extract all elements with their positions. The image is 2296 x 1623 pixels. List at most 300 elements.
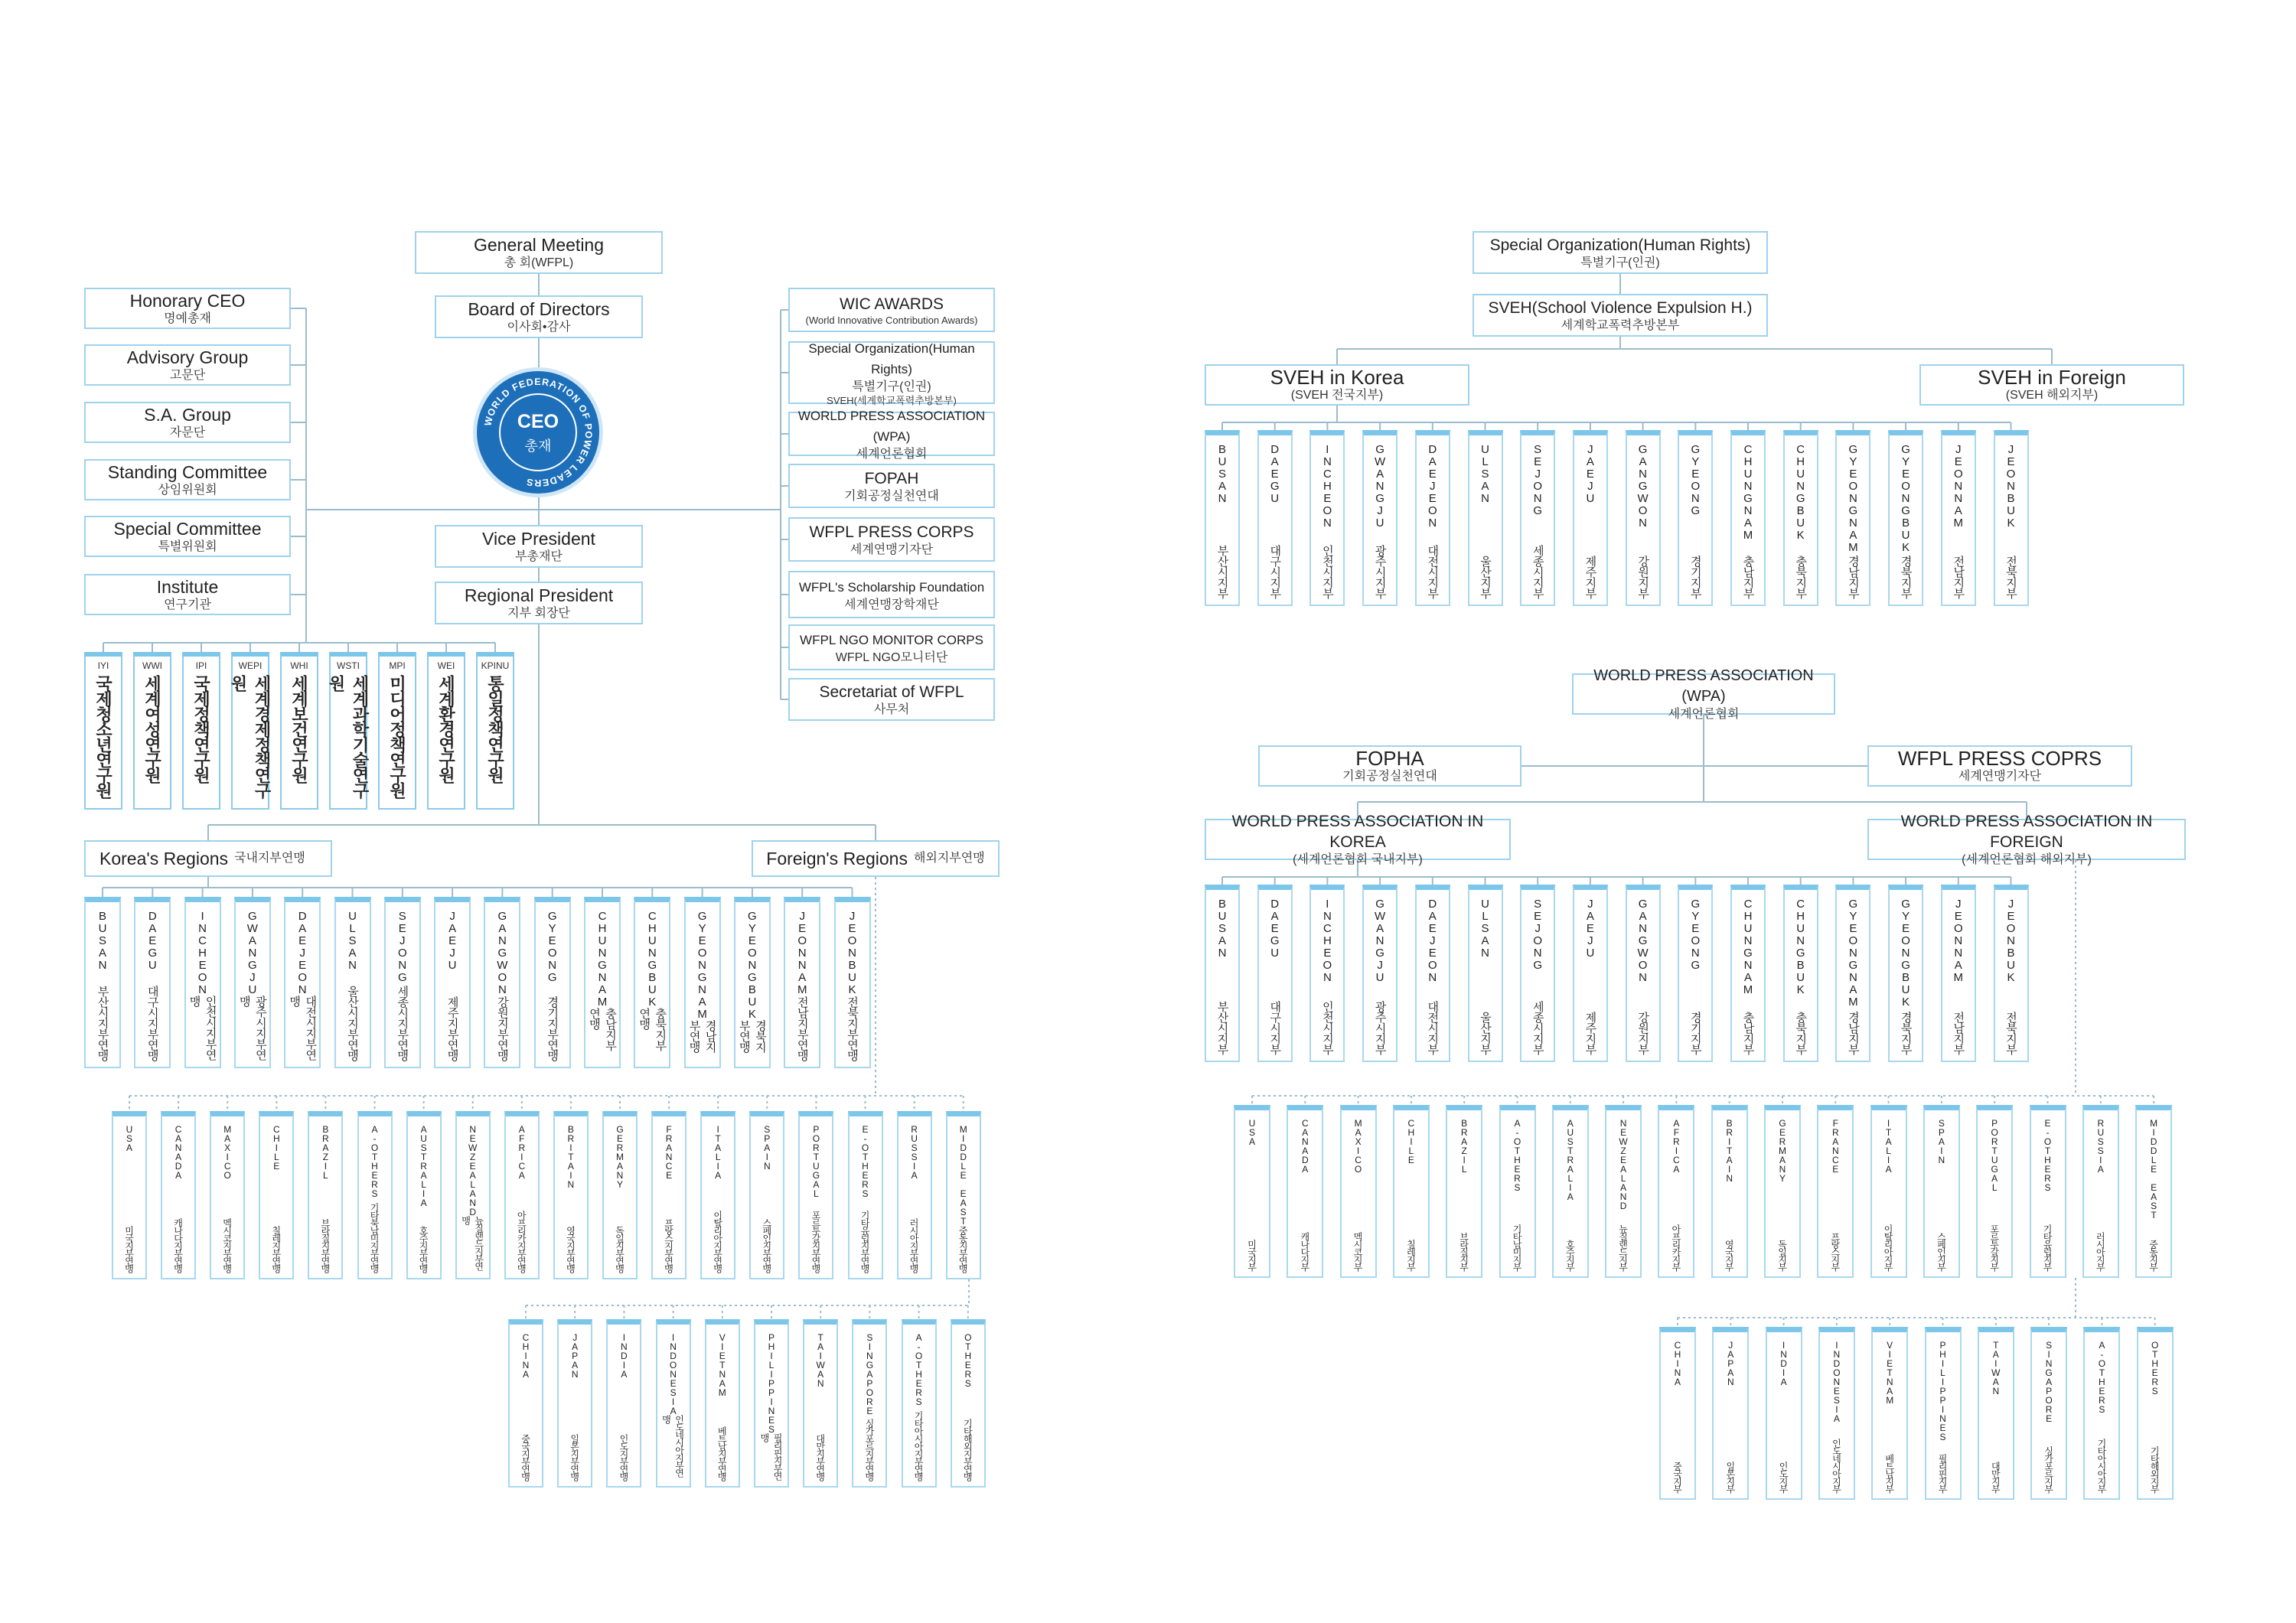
foreign-region-en: SPAIN xyxy=(762,1124,773,1170)
wpa-foreign-region-asia-col xyxy=(2030,1327,2067,1500)
right-box-label: Secretariat of WFPL xyxy=(819,683,964,701)
right-box xyxy=(788,571,995,618)
korea-region-en: JEONNAM xyxy=(795,910,809,996)
institute-name: 미디어정책연구원 xyxy=(387,675,407,797)
wpa-foreign-region-asia-en: JAPAN xyxy=(1725,1340,1737,1386)
right-box-sub: 특별기구(인권) xyxy=(852,380,931,393)
wpa-foreign-region-col xyxy=(2030,1105,2066,1278)
wpa-foreign-region-col xyxy=(1817,1105,1854,1278)
right-box-sub2: SVEH(세계학교폭력추방본부) xyxy=(827,395,957,406)
sveh-region-en: GYEONGNAM xyxy=(1846,443,1860,553)
fopha-label: FOPHA xyxy=(1355,746,1424,770)
institute-col xyxy=(182,652,220,810)
wpa-foreign-region-en: ITALIA xyxy=(1883,1118,1894,1173)
wpa-foreign-region-asia-col xyxy=(1925,1327,1962,1500)
wpa-foreign-region-col xyxy=(1711,1105,1748,1278)
foreign-region-col xyxy=(259,1111,294,1279)
wpa-foreign-region-col xyxy=(2082,1105,2119,1278)
foreign-region-en: BRITAIN xyxy=(565,1124,576,1188)
wpa-foreign-region-col xyxy=(1923,1105,1960,1278)
right-box-sub: WFPL NGO모니터단 xyxy=(835,650,948,664)
korea-region-en: GYEONGNAM xyxy=(696,910,709,1020)
korea-region-ko: 제주지부연맹 xyxy=(445,996,459,1061)
sveh-region-en: JEONBUK xyxy=(2004,443,2017,529)
foreign-region-asia-ko: 베트남지부연맹 xyxy=(716,1426,728,1480)
special-org-sub: 특별기구(인권) xyxy=(1580,256,1660,269)
wpa-region-ko: 전남지부 xyxy=(1952,1012,1965,1054)
foreign-region-en: CANADA xyxy=(173,1124,184,1179)
korea-region-col xyxy=(434,897,471,1068)
right-box-label: FOPAH xyxy=(864,469,919,487)
wpa-region-en: DAEJEON xyxy=(1426,898,1440,983)
foreign-region-ko: 영국지부연맹 xyxy=(565,1226,576,1272)
left-box xyxy=(84,402,291,443)
right-box xyxy=(788,464,995,508)
institute-name: 세계환경연구원 xyxy=(436,675,456,782)
wpa-foreign-region-asia-en: TAIWAN xyxy=(1990,1340,2001,1395)
wpa-foreign-region-asia-ko: 싱가포르지부 xyxy=(2043,1446,2054,1492)
foreign-region-asia-ko: 인도지부연맹 xyxy=(618,1434,629,1480)
wpa-foreign-region-asia-ko: 인도지부 xyxy=(1778,1462,1789,1492)
foreign-region-ko: 이탈리아지부연맹 xyxy=(712,1211,723,1272)
left-box-label: Advisory Group xyxy=(126,347,249,367)
wpa-foreign-region-en: CANADA xyxy=(1300,1118,1311,1173)
foreign-region-asia-en: INDONESIA xyxy=(667,1332,679,1415)
foreign-region-col xyxy=(749,1111,784,1279)
wpa-region-col xyxy=(1309,885,1345,1062)
wpa-region-col xyxy=(1257,885,1293,1062)
wpa-region-en: CHUNGNAM xyxy=(1741,898,1755,996)
wpa-region-col xyxy=(1468,885,1503,1062)
wpa-foreign-region-ko: 이탈리아지부 xyxy=(1883,1224,1894,1270)
korea-region-col xyxy=(334,897,371,1068)
wpa-foreign-region-en: MIDDLE EAST xyxy=(2148,1118,2160,1219)
foreign-region-ko: 중동지부연맹 xyxy=(957,1226,969,1272)
wpa-foreign-region-col xyxy=(1764,1105,1801,1278)
foreign-region-en: USA xyxy=(124,1124,135,1152)
institute-abbr: IYI xyxy=(97,660,109,671)
foreign-region-asia-en: VIETNAM xyxy=(716,1332,728,1396)
wpa-foreign-region-ko: 러시아지부 xyxy=(2095,1232,2106,1270)
left-box-sub: 자문단 xyxy=(169,425,206,439)
right-box-sub: 세계연맹장학재단 xyxy=(844,598,939,611)
foreign-region-ko: 뉴질랜드지부연맹 xyxy=(460,1216,484,1269)
institute-col xyxy=(476,652,514,810)
wpa-foreign-region-asia-col xyxy=(2137,1327,2174,1500)
foreign-region-en: FRANCE xyxy=(664,1124,675,1179)
left-box xyxy=(84,574,291,615)
board-label: Board of Directors xyxy=(468,298,610,319)
institute-name: 세계보건연구원 xyxy=(289,675,309,782)
wpa-foreign-region-en: AUSTRALIA xyxy=(1564,1118,1576,1201)
sveh-region-col xyxy=(1205,430,1240,606)
wpa-region-en: ULSAN xyxy=(1479,898,1492,959)
wpa-foreign-region-en: RUSSIA xyxy=(2095,1118,2106,1173)
sveh-region-col xyxy=(1783,430,1818,606)
wpa-foreign-region-ko: 기타유럽지부 xyxy=(2042,1224,2053,1270)
sveh-foreign-label: SVEH in Foreign xyxy=(1978,365,2126,389)
foreign-region-en: BRAZIL xyxy=(320,1124,331,1179)
foreign-regions-box xyxy=(752,840,1000,877)
sveh-region-ko: 인천시지부 xyxy=(1320,545,1334,598)
korea-region-ko: 세종시지부연맹 xyxy=(396,986,409,1061)
wpa-sub: 세계언론협회 xyxy=(1668,708,1740,721)
right-box xyxy=(788,288,995,332)
wpa-region-ko: 경북지부 xyxy=(1899,1012,1913,1054)
left-box xyxy=(84,516,291,557)
wpa-foreign-region-col xyxy=(1870,1105,1907,1278)
wpa-foreign-region-asia-ko: 기타해외지부 xyxy=(2149,1446,2161,1492)
sveh-region-en: DAEGU xyxy=(1268,443,1282,504)
sveh-region-ko: 울산지부 xyxy=(1479,556,1492,598)
sveh-region-col xyxy=(1941,430,1976,606)
foreign-region-asia-ko: 싱가포르지부연맹 xyxy=(863,1419,875,1480)
wpa-region-ko: 강원지부 xyxy=(1636,1012,1650,1054)
sveh-region-col xyxy=(1309,430,1345,606)
korea-region-ko: 경남지부연맹 xyxy=(687,1020,717,1052)
wpa-foreign-region-asia-ko: 필리핀지부 xyxy=(1937,1454,1948,1492)
right-box-label: Special Organization(Human Rights) xyxy=(808,341,975,376)
korea-region-ko: 울산시지부연맹 xyxy=(346,986,359,1061)
korea-region-ko: 경북지부연맹 xyxy=(737,1020,767,1052)
right-box-sub: 세계언론협회 xyxy=(856,448,928,461)
wpa-foreign-region-asia-ko: 베트남지부 xyxy=(1883,1454,1895,1492)
foreign-region-ko: 칠레지부연맹 xyxy=(270,1226,282,1272)
foreign-region-col xyxy=(798,1111,833,1279)
korea-region-col xyxy=(734,897,771,1068)
korea-region-en: CHUNGBUK xyxy=(645,910,659,1008)
left-box-label: Standing Committee xyxy=(107,461,268,482)
korea-region-en: GYEONGBUK xyxy=(745,910,759,1020)
sveh-region-en: ULSAN xyxy=(1479,443,1492,504)
wpa-region-col xyxy=(1678,885,1713,1062)
sveh-region-col xyxy=(1994,430,2029,606)
institute-col xyxy=(84,652,122,810)
wpa-foreign-region-col xyxy=(2135,1105,2172,1278)
fopha-box xyxy=(1258,745,1521,787)
wpa-foreign-region-ko: 캐나다지부 xyxy=(1299,1232,1310,1270)
korea-region-ko: 광주시지부연맹 xyxy=(237,996,267,1060)
wpa-foreign-region-ko: 브라질지부 xyxy=(1458,1232,1469,1270)
foreign-region-col xyxy=(455,1111,491,1279)
wpa-foreign-region-en: BRAZIL xyxy=(1459,1118,1470,1173)
korea-region-ko: 전남지부연맹 xyxy=(795,996,809,1061)
foreign-region-asia-ko: 기타해외지부연맹 xyxy=(962,1419,974,1480)
institute-col xyxy=(280,652,318,810)
foreign-region-ko: 포르투갈지부연맹 xyxy=(810,1211,821,1272)
institute-name: 세계여성연구원 xyxy=(142,675,162,782)
sveh-region-en: GYEONG xyxy=(1688,443,1702,517)
wpa-foreign-region-asia-ko: 대만지부 xyxy=(1990,1462,2001,1492)
korea-region-ko: 경기지부연맹 xyxy=(546,996,559,1061)
wpa-foreign-region-asia-col xyxy=(1659,1327,1696,1500)
wpa-region-en: JEONBUK xyxy=(2004,898,2017,983)
foreign-region-en: RUSSIA xyxy=(908,1124,920,1179)
wpa-korea-label: WORLD PRESS ASSOCIATION IN KOREA xyxy=(1231,813,1484,851)
wpa-foreign-region-col xyxy=(1340,1105,1377,1278)
wpa-foreign-region-col xyxy=(1658,1105,1694,1278)
korea-region-en: DAEGU xyxy=(145,910,159,971)
sveh-box xyxy=(1473,294,1768,337)
wpa-foreign-region-asia-en: PHILIPPINES xyxy=(1937,1340,1949,1441)
sveh-region-en: JAEJU xyxy=(1583,443,1597,504)
wpa-foreign-region-en: E-OTHERS xyxy=(2042,1118,2053,1191)
institute-name: 통일정책연구원 xyxy=(485,675,505,782)
sveh-region-en: GANGWON xyxy=(1636,443,1650,529)
korea-region-ko: 대전시지부연맹 xyxy=(288,996,318,1060)
sveh-region-ko: 경남지부 xyxy=(1846,556,1860,598)
wpa-foreign-region-asia-ko: 인도네시아지부 xyxy=(1831,1439,1842,1492)
vice-president-box xyxy=(435,525,643,568)
korea-region-en: JAEJU xyxy=(445,910,459,971)
wpa-foreign-sub: (세계언론협회 해외지부) xyxy=(1962,853,2092,866)
institute-name: 국제정책연구원 xyxy=(191,675,211,782)
left-box-sub: 특별위원회 xyxy=(158,539,217,553)
sveh-sub: 세계학교폭력추방본부 xyxy=(1561,318,1680,332)
korea-region-ko: 강원지부연맹 xyxy=(495,996,509,1061)
sveh-region-en: GYEONGBUK xyxy=(1899,443,1913,553)
wpa-region-ko: 세종시지부 xyxy=(1531,1001,1544,1054)
foreign-region-ko: 기타북남미지부연맹 xyxy=(369,1203,380,1272)
institute-abbr: MPI xyxy=(389,660,406,671)
korea-region-en: INCHEON xyxy=(196,910,210,996)
sveh-region-col xyxy=(1362,430,1397,606)
sveh-region-ko: 전북지부 xyxy=(2004,556,2017,598)
right-box-label: WFPL PRESS CORPS xyxy=(809,523,974,541)
left-box-label: Institute xyxy=(156,576,219,597)
institute-name: 국제청소년연구원 xyxy=(93,675,113,797)
wpa-region-ko: 제주지부 xyxy=(1583,1012,1597,1054)
korea-region-col xyxy=(534,897,571,1068)
foreign-region-asia-col xyxy=(557,1319,592,1488)
wpa-foreign-region-en: GERMANY xyxy=(1777,1118,1788,1182)
korea-region-ko: 인천시지부연맹 xyxy=(188,996,217,1060)
institute-abbr: IPI xyxy=(195,660,207,671)
sveh-region-ko: 세종시지부 xyxy=(1531,545,1544,598)
foreign-region-asia-en: PHILIPPINES xyxy=(766,1332,777,1433)
sveh-region-ko: 부산시지부 xyxy=(1215,545,1229,598)
sveh-region-col xyxy=(1468,430,1503,606)
wpa-foreign-region-asia-ko: 중국지부 xyxy=(1671,1462,1683,1492)
korea-region-en: BUSAN xyxy=(96,910,109,971)
left-box-sub: 명예총재 xyxy=(164,311,211,325)
wpa-foreign-region-asia-col xyxy=(1766,1327,1802,1500)
wfpl-coprs-sub: 세계연맹기자단 xyxy=(1958,769,2042,783)
general-meeting-sub: 총 회(WFPL) xyxy=(504,256,574,269)
foreign-region-ko: 브라질지부연맹 xyxy=(319,1218,331,1272)
right-box-sub: 사무처 xyxy=(873,702,910,716)
foreign-region-asia-ko: 인도네시아지부연맹 xyxy=(660,1415,685,1476)
wpa-foreign-region-asia-col xyxy=(1818,1327,1855,1500)
wpa-foreign-region-ko: 기타남미지부 xyxy=(1512,1224,1522,1270)
wpa-korea-box xyxy=(1205,813,1511,866)
foreign-region-ko: 미국지부연맹 xyxy=(123,1226,135,1272)
wpa-foreign-region-en: NEWZEALAND xyxy=(1618,1118,1629,1210)
right-box-sub: 세계연맹기자단 xyxy=(850,543,934,556)
wpa-foreign-region-en: CHILE xyxy=(1405,1118,1417,1164)
foreign-region-asia-ko: 필리핀지부연맹 xyxy=(759,1433,783,1479)
wpa-region-en: GANGWON xyxy=(1636,898,1650,983)
foreign-region-asia-col xyxy=(606,1319,641,1488)
left-box-sub: 연구기관 xyxy=(164,598,211,611)
wpa-foreign-region-asia-en: INDIA xyxy=(1778,1340,1789,1386)
foreign-region-asia-col xyxy=(951,1319,986,1488)
korea-region-ko: 전북지부연맹 xyxy=(846,996,859,1061)
wpa-region-col xyxy=(1573,885,1608,1062)
sveh-region-ko: 제주지부 xyxy=(1583,556,1597,598)
sveh-region-col xyxy=(1520,430,1555,606)
foreign-region-ko: 독일지부연맹 xyxy=(614,1226,625,1272)
left-box xyxy=(84,288,291,329)
foreign-regions-label: Foreign's Regions xyxy=(766,848,908,869)
wpa-region-en: GYEONGNAM xyxy=(1846,898,1860,1008)
wpa-foreign-region-col xyxy=(1976,1105,2013,1278)
korea-region-col xyxy=(184,897,221,1068)
institute-col xyxy=(229,652,272,810)
foreign-region-asia-col xyxy=(803,1319,838,1488)
foreign-region-en: A-OTHERS xyxy=(369,1124,380,1198)
wpa-foreign-region-ko: 뉴질랜드지부 xyxy=(1617,1224,1629,1270)
foreign-region-asia-ko: 일본지부연맹 xyxy=(569,1434,580,1480)
sveh-korea-label: SVEH in Korea xyxy=(1270,365,1404,389)
wpa-foreign-region-en: SPAIN xyxy=(1936,1118,1947,1164)
foreign-region-en: E-OTHERS xyxy=(859,1124,871,1198)
institute-abbr: WHI xyxy=(290,660,308,671)
foreign-region-en: GERMANY xyxy=(615,1124,625,1188)
sveh-region-ko: 전남지부 xyxy=(1952,556,1965,598)
wpa-region-ko: 충북지부 xyxy=(1794,1012,1808,1054)
left-box-label: S.A. Group xyxy=(144,404,231,425)
left-box xyxy=(84,344,291,386)
wpa-foreign-region-col xyxy=(1446,1105,1482,1278)
foreign-region-col xyxy=(210,1111,245,1279)
wpa-foreign-region-asia-en: CHINA xyxy=(1672,1340,1683,1386)
sveh-region-col xyxy=(1835,430,1870,606)
wpa-region-col xyxy=(1783,885,1818,1062)
foreign-region-col xyxy=(897,1111,932,1279)
vice-president-label: Vice President xyxy=(482,528,595,549)
foreign-region-asia-ko: 대만지부연맹 xyxy=(814,1434,826,1480)
left-box-sub: 고문단 xyxy=(169,368,206,382)
wpa-region-ko: 인천시지부 xyxy=(1320,1001,1334,1054)
sveh-region-en: GWANGJU xyxy=(1373,443,1387,529)
wpa-foreign-region-en: MAXICO xyxy=(1352,1118,1364,1173)
wpa-foreign-region-asia-en: A-OTHERS xyxy=(2096,1340,2108,1413)
korea-region-en: JEONBUK xyxy=(846,910,859,996)
wpa-foreign-region-en: BRITAIN xyxy=(1724,1118,1735,1182)
sveh-region-col xyxy=(1730,430,1766,606)
korea-region-col xyxy=(784,897,820,1068)
wpa-region-col xyxy=(1415,885,1450,1062)
wpa-korea-sub: (세계언론협회 국내지부) xyxy=(1293,853,1423,866)
wpa-foreign-region-en: FRANCE xyxy=(1830,1118,1841,1173)
foreign-region-ko: 프랑스지부연맹 xyxy=(663,1218,674,1272)
wpa-region-ko: 광주시지부 xyxy=(1373,1001,1387,1054)
institute-col xyxy=(378,652,416,810)
institute-abbr: WEPI xyxy=(238,660,263,671)
korea-region-ko: 충북지부연맹 xyxy=(638,1008,667,1051)
wpa-region-en: CHUNGBUK xyxy=(1794,898,1808,996)
sveh-region-ko: 광주시지부 xyxy=(1373,545,1387,598)
foreign-region-en: CHILE xyxy=(271,1124,282,1170)
wpa-region-col xyxy=(1205,885,1240,1062)
right-box xyxy=(788,409,995,461)
wpa-region-ko: 대구시지부 xyxy=(1268,1001,1282,1054)
sveh-region-ko: 경기지부 xyxy=(1688,556,1702,598)
wpa-foreign-region-ko: 스페인지부 xyxy=(1936,1232,1947,1270)
sveh-region-col xyxy=(1626,430,1661,606)
wpa-foreign-region-col xyxy=(1552,1105,1589,1278)
foreign-region-asia-en: CHINA xyxy=(520,1332,531,1378)
sveh-korea-sub: (SVEH 전국지부) xyxy=(1290,388,1384,402)
korea-region-ko: 부산시지부연맹 xyxy=(96,986,109,1061)
korea-region-col xyxy=(684,897,721,1068)
foreign-region-col xyxy=(651,1111,687,1279)
right-box xyxy=(788,624,995,670)
wpa-label: WORLD PRESS ASSOCIATION (WPA) xyxy=(1593,667,1814,705)
foreign-regions-sub: 해외지부연맹 xyxy=(913,852,985,865)
wpa-region-ko: 충남지부 xyxy=(1741,1012,1755,1054)
wpa-region-en: JAEJU xyxy=(1583,898,1597,959)
foreign-region-en: MIDDLE EAST xyxy=(957,1124,969,1225)
wpa-region-col xyxy=(1730,885,1766,1062)
foreign-region-asia-col xyxy=(754,1319,789,1488)
institute-col xyxy=(427,652,465,810)
korea-region-en: DAEJEON xyxy=(295,910,309,996)
foreign-region-ko: 멕시코지부연맹 xyxy=(221,1218,233,1272)
korea-region-en: GWANGJU xyxy=(246,910,259,996)
korea-region-col xyxy=(84,897,121,1068)
wpa-region-en: BUSAN xyxy=(1215,898,1229,959)
wpa-foreign-box xyxy=(1867,813,2186,866)
regional-president-label: Regional President xyxy=(464,585,614,605)
korea-region-en: ULSAN xyxy=(346,910,359,971)
wpa-region-col xyxy=(1888,885,1923,1062)
korea-regions-label: Korea's Regions xyxy=(99,848,229,869)
sveh-region-ko: 충남지부 xyxy=(1741,556,1755,598)
fopha-sub: 기회공정실천연대 xyxy=(1342,769,1437,783)
wpa-region-en: DAEGU xyxy=(1268,898,1282,959)
regional-president-box xyxy=(435,582,643,624)
foreign-region-col xyxy=(161,1111,196,1279)
ceo-label: CEO xyxy=(517,411,559,432)
right-box-sub: 기회공정실천연대 xyxy=(844,489,939,503)
institute-name: 세계과학기술연구원 xyxy=(327,675,370,797)
sveh-region-col xyxy=(1888,430,1923,606)
foreign-region-col xyxy=(946,1111,981,1279)
wpa-foreign-region-col xyxy=(1234,1105,1270,1278)
foreign-region-col xyxy=(553,1111,589,1279)
korea-region-col xyxy=(234,897,271,1068)
wpa-foreign-region-asia-en: INDONESIA xyxy=(1831,1340,1842,1423)
sveh-foreign-box xyxy=(1919,364,2184,406)
korea-region-col xyxy=(484,897,520,1068)
wpa-region-en: GYEONG xyxy=(1688,898,1702,971)
wpa-foreign-region-col xyxy=(1393,1105,1430,1278)
foreign-region-ko: 캐나다지부연맹 xyxy=(172,1218,184,1272)
foreign-region-ko: 호주지부연맹 xyxy=(418,1226,429,1272)
korea-region-col xyxy=(634,897,670,1068)
wpa-region-col xyxy=(1994,885,2029,1062)
institute-name: 세계경제정책연구원 xyxy=(229,675,272,797)
foreign-region-en: MAXICO xyxy=(222,1124,233,1179)
foreign-region-col xyxy=(308,1111,343,1279)
wpa-foreign-region-ko: 칠레지부 xyxy=(1405,1240,1417,1270)
sveh-region-en: CHUNGNAM xyxy=(1741,443,1755,541)
foreign-region-ko: 기타유럽지부연맹 xyxy=(859,1211,870,1272)
sveh-region-ko: 대구시지부 xyxy=(1268,545,1282,598)
wpa-foreign-region-en: USA xyxy=(1247,1118,1257,1146)
